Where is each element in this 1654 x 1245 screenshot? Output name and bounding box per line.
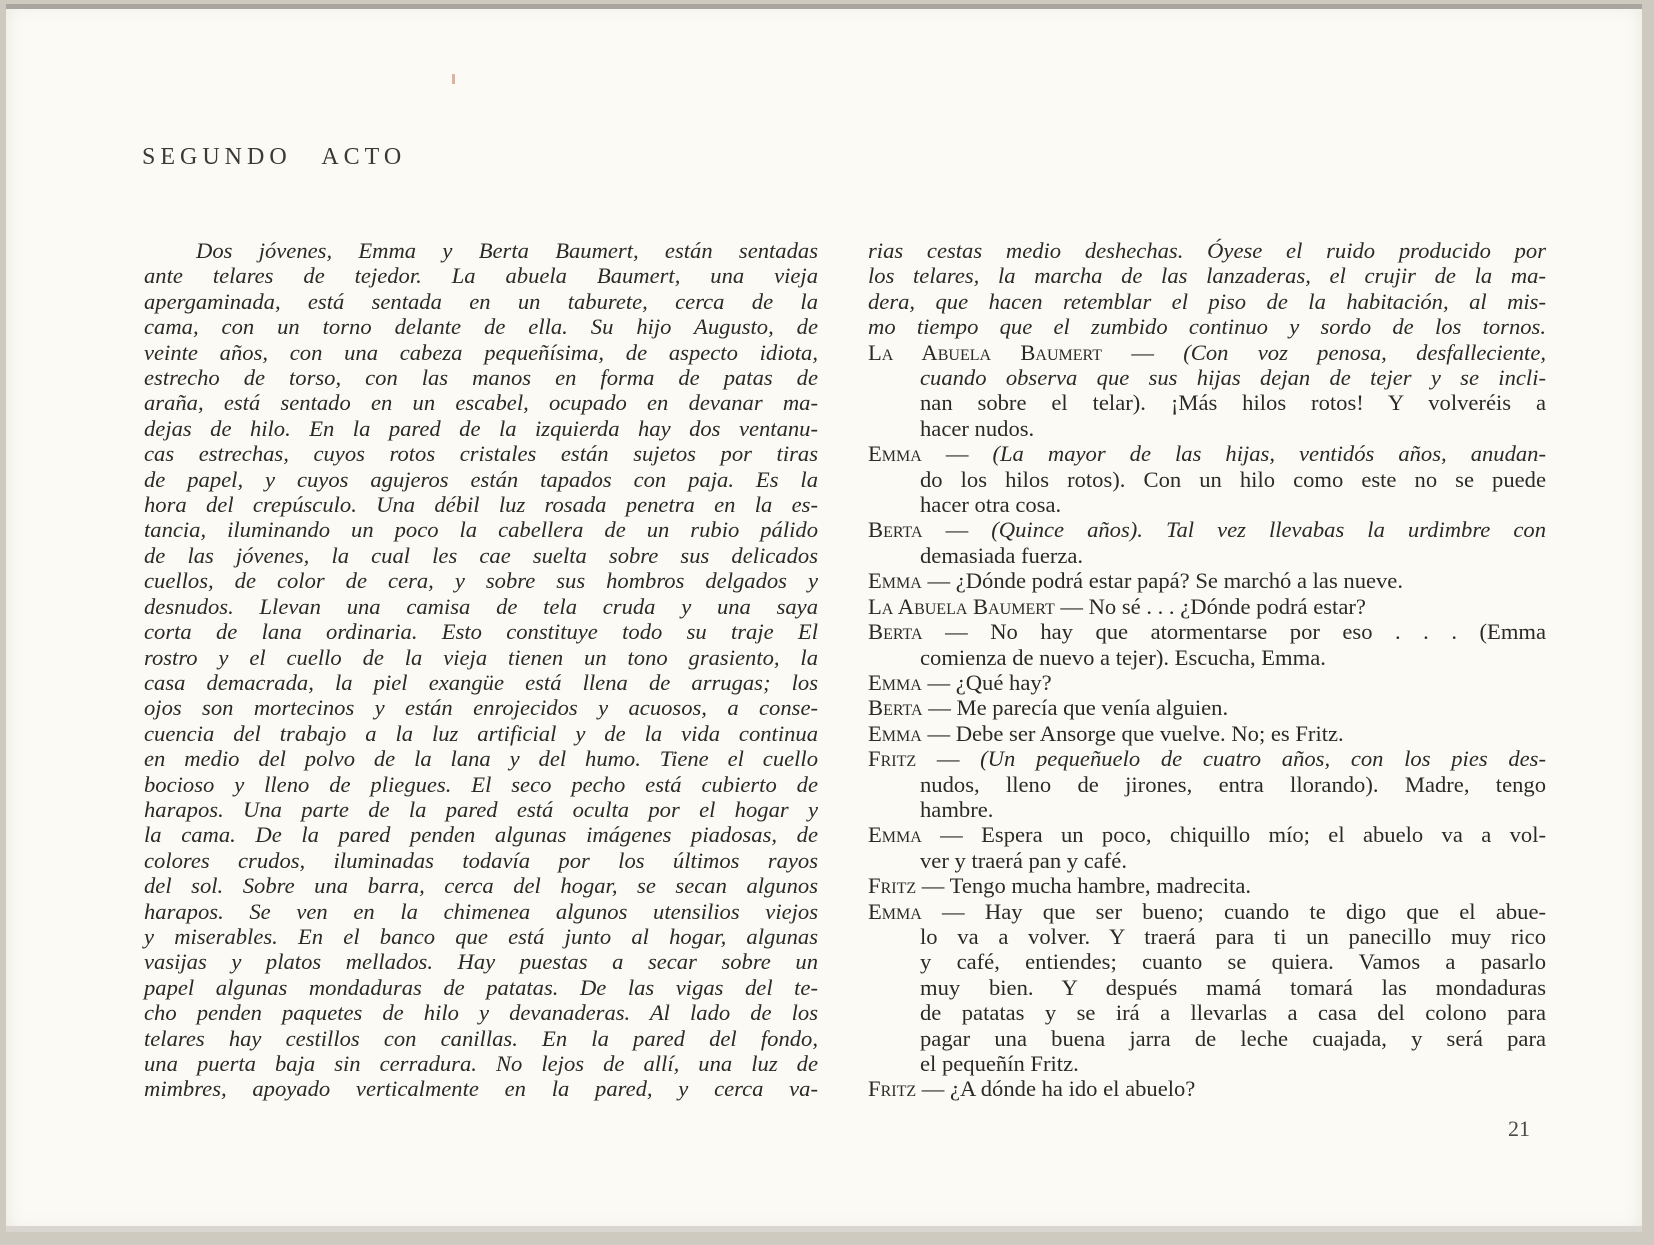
ink-mark: [452, 74, 455, 84]
dialogue-text: Espera un poco, chiquillo mío; el abuelo va a vol-: [981, 822, 1547, 848]
stage-line: papel algunas mondaduras de patatas. De las vigas del te-: [144, 974, 818, 1000]
stage-line: estrecho de torso, con las manos en forma de patas de: [144, 365, 818, 391]
book-page: [6, 4, 1642, 1232]
dialogue-line: Berta — Me parecía que venía alguien.: [868, 695, 1229, 721]
speaker-name: Emma: [868, 669, 922, 695]
dialogue-line: Fritz — (Un pequeñuelo de cuatro años, con los pies des-: [868, 746, 1546, 772]
dialogue-line: La Abuela Baumert — (Con voz penosa, desfalleciente,: [868, 339, 1546, 365]
speaker-name: Berta: [868, 695, 923, 721]
speaker-name: Emma: [868, 898, 922, 924]
dialogue-text: ¿Qué hay?: [955, 669, 1052, 695]
dialogue-continuation: de patatas y se irá a llevarlas a casa del colono para: [920, 1000, 1546, 1026]
speaker-name: Emma: [868, 568, 922, 594]
speaker-name: Berta: [868, 619, 923, 645]
dialogue-continuation: pagar una buena jarra de leche cuajada, y será para: [920, 1025, 1546, 1051]
dialogue-continuation: y café, entiendes; cuanto se quiera. Vamos a pasarlo: [920, 949, 1546, 975]
stage-line: cho penden paquetes de hilo y devanaderas. Al lado de los: [144, 1000, 818, 1026]
stage-line: mo tiempo que el zumbido continuo y sordo de los tornos.: [868, 314, 1546, 340]
dialogue-continuation: muy bien. Y después mamá tomará las mondaduras: [920, 974, 1546, 1000]
stage-line: harapos. Una parte de la pared está oculta por el hogar y: [144, 796, 818, 822]
dialogue-continuation: comienza de nuevo a tejer). Escucha, Emma.: [920, 644, 1326, 670]
stage-line: desnudos. Llevan una camisa de tela cruda y una saya: [144, 593, 818, 619]
stage-line: corta de lana ordinaria. Esto constituye todo su traje El: [144, 619, 818, 645]
page-number: 21: [1508, 1116, 1530, 1141]
stage-line: ante telares de tejedor. La abuela Baumert, una vieja: [144, 263, 818, 289]
dialogue-continuation: demasiada fuerza.: [920, 542, 1084, 568]
dialogue-continuation: cuando observa que sus hijas dejan de tejer y se incli-: [920, 365, 1546, 391]
dialogue-text: ¿A dónde ha ido el abuelo?: [950, 1076, 1196, 1102]
dialogue-continuation: el pequeñín Fritz.: [920, 1051, 1079, 1076]
speaker-name: Fritz: [868, 746, 917, 772]
dialogue-text: (Con voz penosa, desfalleciente,: [1183, 339, 1546, 365]
dialogue-text: (Un pequeñuelo de cuatro años, con los pies des-: [980, 746, 1546, 772]
bottom-edge: [6, 1226, 1642, 1232]
dialogue-text: Tengo mucha hambre, madrecita.: [949, 873, 1252, 899]
dialogue-text: Hay que ser bueno; cuando te digo que el abue-: [984, 898, 1546, 924]
stage-line: cuencia del trabajo a la luz artificial y de la vida continua: [144, 720, 818, 746]
act-title: SEGUNDO ACTO: [142, 144, 407, 170]
stage-line: araña, está sentado en un escabel, ocupado en devanar ma-: [144, 390, 818, 416]
dialogue-continuation: nan sobre el telar). ¡Más hilos rotos! Y volveréis a: [920, 390, 1546, 416]
dialogue-continuation: hacer nudos.: [920, 415, 1035, 441]
dialogue-line: Berta — No hay que atormentarse por eso . . . (Emma: [868, 619, 1546, 645]
stage-line: del sol. Sobre una barra, cerca del hogar, se secan algunos: [144, 873, 818, 899]
dialogue-line: Berta — (Quince años). Tal vez llevabas la urdimbre con: [868, 517, 1546, 543]
stage-line: vasijas y platos mellados. Hay puestas a secar sobre un: [144, 949, 818, 975]
stage-line: veinte años, con una cabeza pequeñísima, de aspecto idiota,: [144, 339, 818, 365]
dialogue-text: (La mayor de las hijas, ventidós años, anudan-: [992, 441, 1546, 467]
speaker-name: Emma: [868, 441, 922, 467]
top-edge: [6, 4, 1642, 9]
speaker-name: Fritz: [868, 873, 917, 899]
speaker-name: Berta: [868, 517, 923, 543]
speaker-name: Emma: [868, 720, 922, 746]
stage-line: dejas de hilo. En la pared de la izquierda hay dos ventanu-: [144, 415, 818, 441]
stage-line: rias cestas medio deshechas. Óyese el ruido producido por: [868, 238, 1546, 263]
speaker-name: Emma: [868, 822, 922, 848]
stage-line: una puerta baja sin cerradura. No lejos de allí, una luz de: [144, 1051, 818, 1076]
stage-line: mimbres, apoyado verticalmente en la pared, y cerca va-: [144, 1076, 818, 1102]
dialogue-text: No hay que atormentarse por eso . . . (Emma: [990, 619, 1546, 645]
stage-line: bocioso y lleno de pliegues. El seco pecho está cubierto de: [144, 771, 818, 797]
stage-line: colores crudos, iluminadas todavía por los últimos rayos: [144, 847, 818, 873]
stage-line: cas estrechas, cuyos rotos cristales están sujetos por tiras: [144, 441, 818, 467]
dialogue-continuation: ver y traerá pan y café.: [920, 847, 1127, 873]
stage-line: harapos. Se ven en la chimenea algunos utensilios viejos: [144, 898, 818, 924]
stage-line: la cama. De la pared penden algunas imágenes piadosas, de: [144, 822, 818, 848]
dialogue-line: Emma — ¿Qué hay?: [868, 669, 1052, 695]
dialogue-column: [868, 238, 1546, 1102]
stage-line: de las jóvenes, la cual les cae suelta sobre sus delicados: [144, 542, 818, 568]
stage-line: telares hay cestillos con canillas. En la pared del fondo,: [144, 1025, 818, 1051]
dialogue-continuation: nudos, lleno de jirones, entra llorando). Madre, tengo: [920, 771, 1546, 797]
stage-line: ojos son mortecinos y están enrojecidos y acuosos, a conse-: [144, 695, 818, 721]
stage-line: apergaminada, está sentada en un taburete, cerca de la: [144, 288, 818, 314]
stage-line: de papel, y cuyos agujeros están tapados con paja. Es la: [144, 466, 818, 492]
speaker-name: Fritz: [868, 1076, 917, 1102]
speaker-name: La Abuela Baumert: [868, 593, 1055, 619]
dialogue-line: Emma — (La mayor de las hijas, ventidós años, anudan-: [868, 441, 1546, 467]
dialogue-text: Debe ser Ansorge que vuelve. No; es Fritz.: [955, 720, 1344, 746]
dialogue-line: Fritz — Tengo mucha hambre, madrecita.: [868, 873, 1252, 899]
stage-line: rostro y el cuello de la vieja tienen un tono grasiento, la: [144, 644, 818, 670]
dialogue-text: No sé . . . ¿Dónde podrá estar?: [1088, 593, 1366, 619]
stage-line: dera, que hacen retemblar el piso de la habitación, al mis-: [868, 288, 1546, 314]
dialogue-continuation: lo va a volver. Y traerá para ti un panecillo muy rico: [920, 923, 1546, 949]
dialogue-text: ¿Dónde podrá estar papá? Se marchó a las nueve.: [955, 568, 1403, 594]
dialogue-line: Emma — Debe ser Ansorge que vuelve. No; es Fritz.: [868, 720, 1344, 746]
dialogue-text: Me parecía que venía alguien.: [956, 695, 1229, 721]
dialogue-line: Emma — ¿Dónde podrá estar papá? Se marchó a las nueve.: [868, 568, 1403, 594]
stage-line: cama, con un torno delante de ella. Su hijo Augusto, de: [144, 314, 818, 340]
stage-line: Dos jóvenes, Emma y Berta Baumert, están sentadas: [196, 238, 818, 263]
dialogue-line: Fritz — ¿A dónde ha ido el abuelo?: [868, 1076, 1196, 1102]
dialogue-line: Emma — Espera un poco, chiquillo mío; el abuelo va a vol-: [868, 822, 1547, 848]
dialogue-continuation: hacer otra cosa.: [920, 492, 1062, 518]
stage-line: los telares, la marcha de las lanzaderas, el crujir de la ma-: [868, 263, 1546, 289]
stage-line: en medio del polvo de la lana y del humo. Tiene el cuello: [144, 746, 818, 772]
stage-line: cuellos, de color de cera, y sobre sus hombros delgados y: [144, 568, 818, 594]
dialogue-line: La Abuela Baumert — No sé . . . ¿Dónde podrá estar?: [868, 593, 1366, 619]
speaker-name: La Abuela Baumert: [868, 339, 1103, 365]
dialogue-line: Emma — Hay que ser bueno; cuando te digo que el abue-: [868, 898, 1546, 924]
stage-line: casa demacrada, la piel exangüe está llena de arrugas; los: [144, 669, 818, 695]
stage-line: hora del crepúsculo. Una débil luz rosada penetra en la es-: [144, 492, 818, 518]
stage-line: y miserables. En el banco que está junto al hogar, algunas: [144, 923, 818, 949]
stage-directions-column: [144, 238, 818, 1102]
dialogue-continuation: hambre.: [920, 796, 994, 822]
dialogue-text: (Quince años). Tal vez llevabas la urdimbre con: [991, 517, 1546, 543]
stage-line: tancia, iluminando un poco la cabellera de un rubio pálido: [144, 517, 818, 543]
dialogue-continuation: do los hilos rotos). Con un hilo como este no se puede: [920, 466, 1546, 492]
